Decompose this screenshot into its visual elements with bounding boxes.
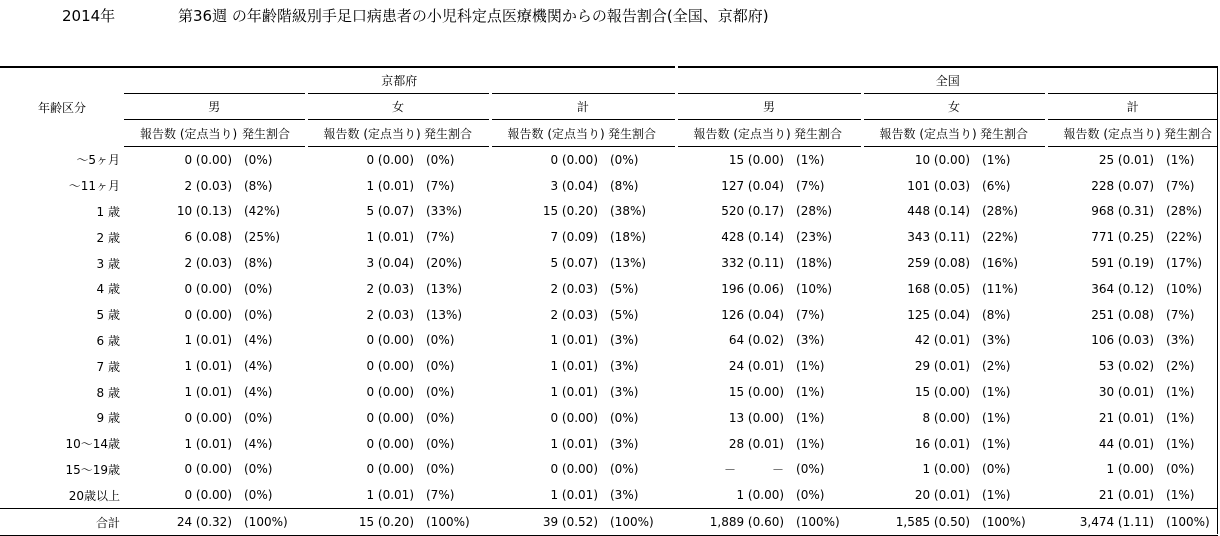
count-kyoto-total: 1 (0.01) [550,436,598,451]
rate-kyoto-total: (0%) [610,410,639,425]
rate-header-national-total: 発生割合 [1162,120,1218,147]
count-national-male: 126 (0.04) [721,307,785,322]
rate-national-male: (18%) [796,256,833,271]
rate-kyoto-total: (3%) [610,436,639,451]
count-kyoto-female: 2 (0.03) [366,307,414,322]
rate-national-male: (1%) [796,410,825,425]
rate-national-male: (0%) [796,462,825,477]
count-kyoto-total: 2 (0.03) [550,307,598,322]
age-label: 15～19歳 [65,462,120,477]
rate-kyoto-female: (0%) [426,462,455,477]
rate-national-female: (2%) [982,359,1011,374]
count-national-female: 101 (0.03) [907,178,971,193]
count-kyoto-female: 0 (0.00) [366,359,414,374]
rate-kyoto-total: (13%) [610,256,647,271]
count-national-male: 24 (0.01) [728,359,785,374]
count-kyoto-female: 0 (0.00) [366,462,414,477]
count-kyoto-male: 2 (0.03) [184,178,232,193]
count-kyoto-male: 1 (0.01) [184,333,232,348]
age-label: 9 歳 [96,411,120,426]
sex-header-national-total: 計 [1046,94,1218,120]
age-label: 10～14歳 [65,437,120,452]
age-label: 5 歳 [96,308,120,323]
age-label: 7 歳 [96,359,120,374]
count-kyoto-female: 15 (0.20) [306,509,422,536]
count-national-male: 13 (0.00) [728,410,785,425]
count-kyoto-total: 1 (0.01) [550,333,598,348]
table-row [0,353,1218,379]
rate-kyoto-total: (5%) [610,307,639,322]
rate-national-male: (10%) [796,281,833,296]
count-national-female: 10 (0.00) [914,152,971,167]
rate-kyoto-total: (3%) [610,488,639,503]
count-kyoto-male: 1 (0.01) [184,436,232,451]
rate-kyoto-male: (25%) [244,230,281,245]
count-header-national-male: 報告数 (定点当り) [676,120,792,147]
rate-kyoto-male: (0%) [244,488,273,503]
rate-national-total: (2%) [1166,359,1195,374]
count-national-male: 15 (0.00) [728,385,785,400]
rate-national-total: (0%) [1166,462,1195,477]
rate-national-female: (3%) [982,333,1011,348]
count-header-kyoto-total: 報告数 (定点当り) [490,120,606,147]
age-column-header [0,67,124,147]
rate-national-female: (1%) [982,152,1011,167]
count-national-total: 3,474 (1.11) [1046,509,1162,536]
count-kyoto-male: 2 (0.03) [184,256,232,271]
count-national-total: 591 (0.19) [1091,256,1155,271]
rate-national-female: (1%) [982,436,1011,451]
count-national-male: 520 (0.17) [721,204,785,219]
count-national-male: 15 (0.00) [728,152,785,167]
count-national-male: 1,889 (0.60) [676,509,792,536]
count-national-female: 20 (0.01) [914,488,971,503]
count-national-female: 125 (0.04) [907,307,971,322]
rate-kyoto-female: (13%) [426,281,463,296]
count-national-total: 364 (0.12) [1091,281,1155,296]
rate-national-male: (0%) [796,488,825,503]
count-national-female: 1 (0.00) [922,462,971,477]
count-national-total: 21 (0.01) [1098,488,1155,503]
count-kyoto-female: 0 (0.00) [366,152,414,167]
count-kyoto-female: 1 (0.01) [366,230,414,245]
rate-kyoto-female: (33%) [426,204,463,219]
rate-kyoto-female: (13%) [426,307,463,322]
count-kyoto-male: 1 (0.01) [184,359,232,374]
table-body [0,147,1218,536]
count-kyoto-male: 6 (0.08) [184,230,232,245]
rate-kyoto-total: (5%) [610,281,639,296]
rate-national-male: (23%) [796,230,833,245]
count-national-female: 168 (0.05) [907,281,971,296]
count-kyoto-male: 0 (0.00) [184,462,232,477]
count-header-kyoto-female: 報告数 (定点当り) [306,120,422,147]
count-national-total: 106 (0.03) [1091,333,1155,348]
rate-kyoto-total: (3%) [610,333,639,348]
table-row [0,379,1218,405]
rate-national-total: (3%) [1166,333,1195,348]
count-national-total: 30 (0.01) [1098,385,1155,400]
rate-header-national-female: 発生割合 [978,120,1046,147]
rate-national-total: (1%) [1166,385,1195,400]
count-kyoto-female: 0 (0.00) [366,333,414,348]
rate-kyoto-total: (3%) [610,385,639,400]
table-row [0,147,1218,173]
rate-kyoto-male: (0%) [244,281,273,296]
count-national-male: 28 (0.01) [728,436,785,451]
rate-kyoto-female: (0%) [426,359,455,374]
rate-kyoto-female: (0%) [426,436,455,451]
rate-national-total: (7%) [1166,178,1195,193]
sex-header-national-male: 男 [676,94,862,120]
rate-kyoto-female: (7%) [426,488,455,503]
count-kyoto-total: 1 (0.01) [550,385,598,400]
age-label: 8 歳 [96,385,120,400]
age-label: ～11ヶ月 [68,179,120,194]
count-national-female: 343 (0.11) [907,230,971,245]
rate-national-male: (7%) [796,307,825,322]
count-kyoto-female: 2 (0.03) [366,281,414,296]
count-kyoto-female: 0 (0.00) [366,436,414,451]
rate-kyoto-female: (7%) [426,178,455,193]
table-row [0,328,1218,354]
title-row [0,0,1220,30]
count-national-total: 21 (0.01) [1098,410,1155,425]
count-national-male: 64 (0.02) [728,333,785,348]
rate-national-total: (1%) [1166,488,1195,503]
rate-national-total: (22%) [1166,230,1203,245]
table-row [0,482,1218,508]
table-row [0,276,1218,302]
rate-kyoto-male: (4%) [244,436,273,451]
rate-national-total: (17%) [1166,256,1203,271]
rate-kyoto-total: (3%) [610,359,639,374]
rate-kyoto-male: (0%) [244,410,273,425]
rate-kyoto-total: (100%) [606,509,676,536]
rate-national-total: (28%) [1166,204,1203,219]
count-kyoto-male: 10 (0.13) [176,204,232,219]
count-national-total: 251 (0.08) [1091,307,1155,322]
count-kyoto-total: 1 (0.01) [550,488,598,503]
count-kyoto-male: 1 (0.01) [184,385,232,400]
rate-kyoto-female: (100%) [422,509,490,536]
count-kyoto-total: 5 (0.07) [550,256,598,271]
count-kyoto-total: 39 (0.52) [490,509,606,536]
age-label: ～5ヶ月 [76,153,120,168]
total-row [0,509,1218,536]
rate-kyoto-male: (100%) [240,509,306,536]
count-kyoto-male: 0 (0.00) [184,152,232,167]
count-kyoto-total: 15 (0.20) [542,204,598,219]
rate-national-total: (1%) [1166,410,1195,425]
count-national-female: 259 (0.08) [907,256,971,271]
count-national-male: － － [724,462,785,477]
rate-header-kyoto-male: 発生割合 [240,120,306,147]
age-label: 2 歳 [96,230,120,245]
rate-national-male: (1%) [796,385,825,400]
rate-national-total: (100%) [1162,509,1218,536]
rate-national-total: (1%) [1166,152,1195,167]
table-row [0,405,1218,431]
count-kyoto-female: 0 (0.00) [366,410,414,425]
count-national-male: 196 (0.06) [721,281,785,296]
rate-national-female: (16%) [982,256,1019,271]
rate-header-kyoto-female: 発生割合 [422,120,490,147]
rate-national-female: (1%) [982,385,1011,400]
count-national-total: 44 (0.01) [1098,436,1155,451]
table-row [0,250,1218,276]
rate-kyoto-total: (0%) [610,152,639,167]
report-year: 2014年 [62,7,116,25]
region-header-national: 全国 [676,67,1218,94]
age-label: 4 歳 [96,282,120,297]
count-national-female: 16 (0.01) [914,436,971,451]
count-kyoto-female: 1 (0.01) [366,178,414,193]
report-table [0,66,1218,536]
age-label: 6 歳 [96,333,120,348]
rate-national-total: (1%) [1166,436,1195,451]
rate-kyoto-female: (0%) [426,333,455,348]
table-row [0,199,1218,225]
rate-national-male: (1%) [796,152,825,167]
count-national-total: 53 (0.02) [1098,359,1155,374]
rate-kyoto-total: (38%) [610,204,647,219]
total-label: 合計 [0,509,124,536]
rate-national-male: (1%) [796,436,825,451]
rate-kyoto-female: (0%) [426,152,455,167]
table-row [0,224,1218,250]
sex-header-kyoto-total: 計 [490,94,676,120]
rate-national-male: (1%) [796,359,825,374]
table-row [0,431,1218,457]
count-national-total: 771 (0.25) [1091,230,1155,245]
sex-header-kyoto-male: 男 [124,94,306,120]
count-kyoto-total: 3 (0.04) [550,178,598,193]
rate-national-female: (6%) [982,178,1011,193]
table-row [0,173,1218,199]
count-national-total: 228 (0.07) [1091,178,1155,193]
rate-national-male: (100%) [792,509,862,536]
count-national-total: 968 (0.31) [1091,204,1155,219]
rate-national-total: (7%) [1166,307,1195,322]
count-kyoto-female: 0 (0.00) [366,385,414,400]
rate-national-female: (28%) [982,204,1019,219]
table-row [0,302,1218,328]
rate-kyoto-female: (20%) [426,256,463,271]
rate-national-female: (100%) [978,509,1046,536]
count-national-male: 1 (0.00) [736,488,785,503]
count-national-female: 15 (0.00) [914,385,971,400]
count-kyoto-total: 0 (0.00) [550,462,598,477]
count-kyoto-total: 7 (0.09) [550,230,598,245]
count-national-male: 332 (0.11) [721,256,785,271]
rate-national-female: (1%) [982,410,1011,425]
count-header-kyoto-male: 報告数 (定点当り) [124,120,240,147]
rate-kyoto-total: (0%) [610,462,639,477]
rate-national-male: (3%) [796,333,825,348]
count-kyoto-total: 0 (0.00) [550,152,598,167]
rate-national-female: (22%) [982,230,1019,245]
rate-kyoto-male: (4%) [244,359,273,374]
age-label: 3 歳 [96,256,120,271]
rate-kyoto-female: (7%) [426,230,455,245]
age-label: 1 歳 [96,204,120,219]
count-kyoto-male: 0 (0.00) [184,307,232,322]
rate-kyoto-male: (0%) [244,152,273,167]
count-kyoto-male: 24 (0.32) [124,509,240,536]
sex-header-kyoto-female: 女 [306,94,490,120]
rate-national-female: (8%) [982,307,1011,322]
rate-kyoto-female: (0%) [426,410,455,425]
count-kyoto-total: 2 (0.03) [550,281,598,296]
count-national-total: 25 (0.01) [1098,152,1155,167]
rate-kyoto-total: (8%) [610,178,639,193]
count-national-female: 448 (0.14) [907,204,971,219]
count-kyoto-total: 0 (0.00) [550,410,598,425]
count-national-male: 127 (0.04) [721,178,785,193]
rate-kyoto-male: (0%) [244,307,273,322]
sub-header-row [0,120,1218,147]
count-header-national-total: 報告数 (定点当り) [1046,120,1162,147]
count-kyoto-female: 3 (0.04) [366,256,414,271]
count-national-female: 1,585 (0.50) [862,509,978,536]
count-kyoto-male: 0 (0.00) [184,281,232,296]
rate-national-male: (7%) [796,178,825,193]
count-national-total: 1 (0.00) [1106,462,1155,477]
rate-kyoto-male: (4%) [244,385,273,400]
rate-kyoto-male: (8%) [244,256,273,271]
report-title: 第36週 の年齢階級別手足口病患者の小児科定点医療機関からの報告割合(全国、京都府) [178,7,769,25]
count-kyoto-male: 0 (0.00) [184,488,232,503]
rate-kyoto-male: (0%) [244,462,273,477]
rate-kyoto-male: (4%) [244,333,273,348]
count-national-female: 29 (0.01) [914,359,971,374]
region-header-kyoto: 京都府 [124,67,676,94]
rate-national-female: (1%) [982,488,1011,503]
count-national-male: 428 (0.14) [721,230,785,245]
rate-national-total: (10%) [1166,281,1203,296]
count-national-female: 8 (0.00) [922,410,971,425]
count-header-national-female: 報告数 (定点当り) [862,120,978,147]
count-kyoto-female: 1 (0.01) [366,488,414,503]
rate-national-female: (0%) [982,462,1011,477]
table-right-border [1217,66,1218,534]
rate-kyoto-male: (42%) [244,204,281,219]
table-row [0,457,1218,483]
rate-kyoto-total: (18%) [610,230,647,245]
rate-header-kyoto-total: 発生割合 [606,120,676,147]
rate-kyoto-male: (8%) [244,178,273,193]
count-kyoto-male: 0 (0.00) [184,410,232,425]
age-label: 20歳以上 [68,488,120,503]
count-kyoto-female: 5 (0.07) [366,204,414,219]
rate-national-male: (28%) [796,204,833,219]
age-header-label: 年齢区分 [37,100,86,115]
sex-header-national-female: 女 [862,94,1046,120]
rate-kyoto-female: (0%) [426,385,455,400]
count-kyoto-total: 1 (0.01) [550,359,598,374]
rate-header-national-male: 発生割合 [792,120,862,147]
rate-national-female: (11%) [982,281,1019,296]
count-national-female: 42 (0.01) [914,333,971,348]
